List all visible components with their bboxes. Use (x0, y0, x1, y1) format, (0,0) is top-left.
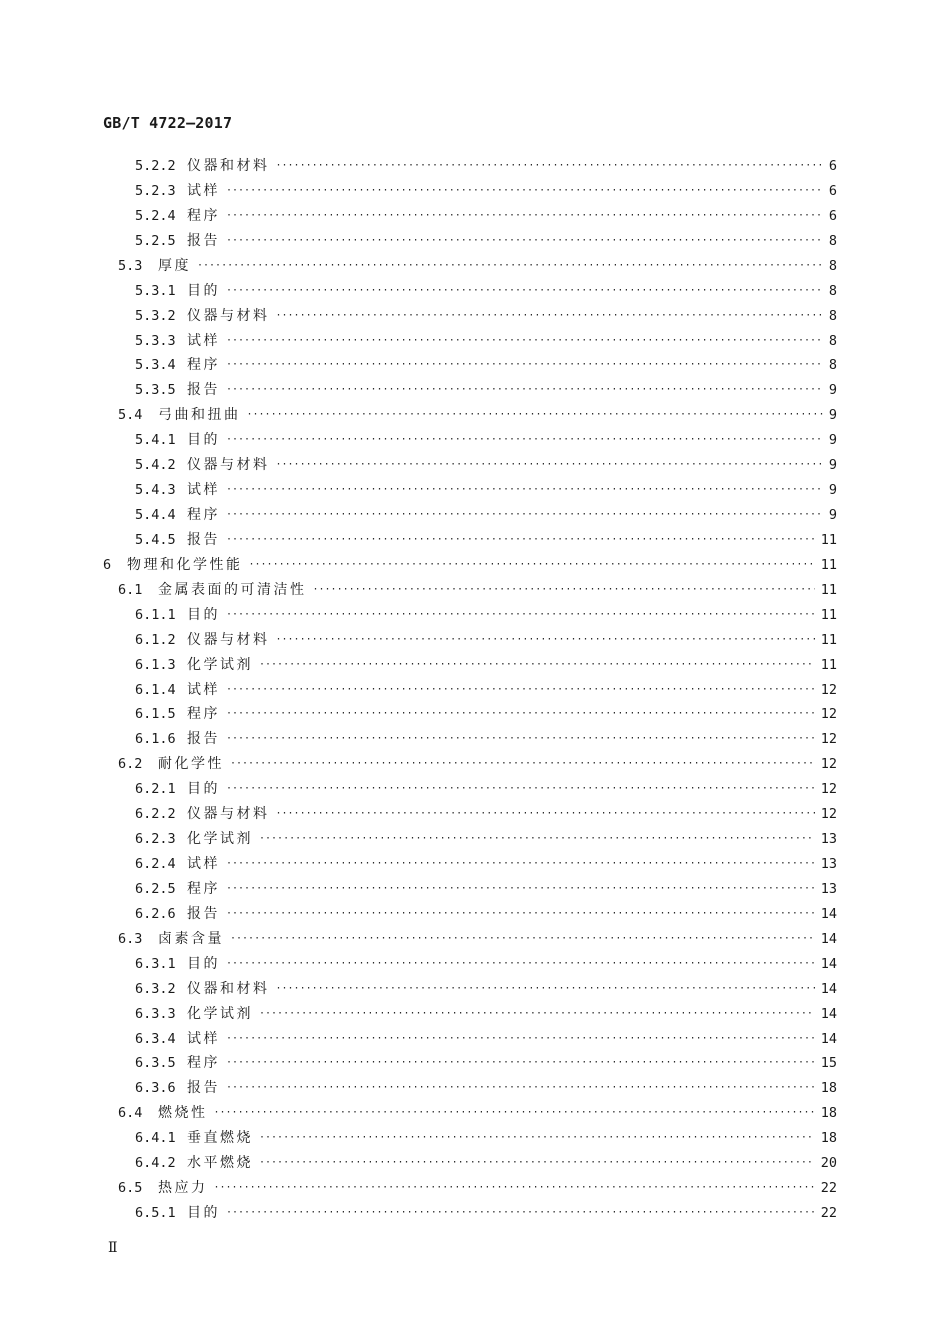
toc-entry-number: 5.4.2 (135, 457, 176, 474)
toc-entry-title: 燃烧性 (158, 1105, 208, 1122)
toc-entry[interactable] (135, 154, 837, 178)
toc-entry-page-number: 9 (828, 507, 837, 524)
toc-entry-number: 5.4.5 (135, 531, 176, 548)
toc-entry[interactable] (118, 578, 837, 602)
toc-entry-leader-dots (226, 179, 823, 203)
toc-entry-title: 试样 (187, 1030, 220, 1047)
toc-entry-number: 6.1.5 (135, 706, 176, 723)
toc-entry-number: 5.3.2 (135, 307, 176, 324)
toc-entry-leader-dots (313, 578, 815, 602)
toc-entry-page-number: 18 (820, 1080, 837, 1097)
toc-entry-title: 目的 (187, 282, 220, 299)
toc-entry-leader-dots (226, 902, 815, 926)
toc-entry-number: 5.3.4 (135, 357, 176, 374)
toc-entry[interactable] (135, 952, 837, 976)
toc-entry[interactable] (135, 1027, 837, 1051)
toc-entry-number: 5.4 (118, 407, 143, 424)
toc-entry[interactable] (135, 204, 837, 228)
toc-entry-leader-dots (226, 852, 815, 876)
toc-entry-page-number: 9 (828, 382, 837, 399)
toc-entry[interactable] (118, 403, 837, 427)
toc-entry-leader-dots (226, 279, 823, 303)
toc-entry-leader-dots (226, 229, 823, 253)
toc-entry-title: 水平燃烧 (187, 1155, 253, 1172)
toc-entry-page-number: 11 (820, 581, 837, 598)
toc-entry-number: 5.2.2 (135, 158, 176, 174)
toc-entry-number: 6.3.4 (135, 1030, 176, 1047)
toc-entry-leader-dots (226, 204, 823, 228)
toc-entry[interactable] (118, 254, 837, 278)
toc-entry-title: 金属表面的可清洁性 (158, 581, 307, 598)
toc-entry-number: 5.2.5 (135, 232, 176, 249)
toc-entry[interactable] (135, 229, 837, 253)
toc-entry-page-number: 6 (828, 207, 837, 224)
toc-entry-leader-dots (247, 403, 823, 427)
toc-entry-leader-dots (226, 329, 823, 353)
toc-entry-leader-dots (214, 1176, 815, 1200)
toc-entry[interactable] (135, 653, 837, 677)
toc-entry-title: 目的 (187, 955, 220, 972)
toc-entry-page-number: 11 (820, 556, 837, 573)
toc-entry-title: 试样 (187, 182, 220, 199)
toc-entry-page-number: 9 (828, 482, 837, 499)
toc-entry-title: 报告 (187, 731, 220, 748)
toc-entry-leader-dots (276, 304, 823, 328)
toc-entry[interactable] (118, 927, 837, 951)
toc-entry[interactable] (135, 902, 837, 926)
toc-entry-page-number: 6 (828, 158, 837, 174)
toc-entry-title: 化学试剂 (187, 656, 253, 673)
toc-entry-leader-dots (230, 927, 815, 951)
toc-entry-title: 试样 (187, 482, 220, 499)
toc-entry-leader-dots (276, 802, 815, 826)
toc-entry-number: 6.2.2 (135, 806, 176, 823)
toc-entry-title: 化学试剂 (187, 831, 253, 848)
toc-entry-number: 6.1.2 (135, 631, 176, 648)
toc-entry[interactable] (118, 1176, 837, 1200)
toc-entry-number: 6.2.6 (135, 905, 176, 922)
toc-entry-number: 6.5.1 (135, 1205, 176, 1222)
toc-entry-page-number: 12 (820, 681, 837, 698)
toc-entry[interactable] (135, 304, 837, 328)
toc-entry-leader-dots (259, 1151, 815, 1175)
toc-entry-page-number: 8 (828, 332, 837, 349)
toc-entry-title: 报告 (187, 1080, 220, 1097)
toc-entry-number: 5.3.3 (135, 332, 176, 349)
toc-entry-title: 仪器和材料 (187, 980, 270, 997)
toc-entry-number: 5.2.3 (135, 182, 176, 199)
toc-entry-title: 报告 (187, 531, 220, 548)
toc-entry-page-number: 8 (828, 282, 837, 299)
toc-entry-title: 厚度 (158, 257, 191, 274)
toc-entry-number: 6.1.3 (135, 656, 176, 673)
toc-entry-leader-dots (226, 952, 815, 976)
toc-entry-page-number: 9 (828, 432, 837, 449)
toc-entry-title: 程序 (187, 1055, 220, 1072)
toc-entry-page-number: 14 (820, 930, 837, 947)
toc-entry-page-number: 14 (820, 980, 837, 997)
toc-entry[interactable] (135, 478, 837, 502)
toc-entry[interactable] (135, 503, 837, 527)
toc-entry[interactable] (135, 329, 837, 353)
toc-entry-page-number: 8 (828, 232, 837, 249)
document-header-id: GB/T 4722—2017 (103, 114, 233, 132)
toc-entry-leader-dots (226, 528, 815, 552)
toc-entry-leader-dots (226, 678, 815, 702)
toc-entry-page-number: 13 (820, 880, 837, 897)
toc-entry-number: 5.2.4 (135, 207, 176, 224)
toc-entry-title: 试样 (187, 856, 220, 873)
toc-entry[interactable] (135, 528, 837, 552)
toc-entry-leader-dots (226, 777, 815, 801)
toc-entry-number: 6.2.3 (135, 831, 176, 848)
toc-entry-leader-dots (226, 1201, 815, 1225)
toc-entry[interactable] (135, 1151, 837, 1175)
toc-entry[interactable] (135, 603, 837, 627)
toc-entry-number: 5.3.5 (135, 382, 176, 399)
toc-entry-title: 目的 (187, 606, 220, 623)
toc-entry-title: 仪器与材料 (187, 307, 270, 324)
toc-entry-number: 5.3.1 (135, 282, 176, 299)
toc-entry-page-number: 20 (820, 1155, 837, 1172)
toc-entry-title: 热应力 (158, 1180, 208, 1197)
toc-entry-leader-dots (259, 827, 815, 851)
toc-entry-title: 程序 (187, 507, 220, 524)
toc-entry[interactable] (135, 702, 837, 726)
toc-entry[interactable] (118, 752, 837, 776)
toc-entry-page-number: 6 (828, 182, 837, 199)
toc-entry-number: 6.1.4 (135, 681, 176, 698)
toc-entry-title: 程序 (187, 207, 220, 224)
toc-entry-page-number: 11 (820, 631, 837, 648)
toc-entry-title: 仪器与材料 (187, 457, 270, 474)
toc-entry-page-number: 18 (820, 1105, 837, 1122)
toc-entry-title: 程序 (187, 706, 220, 723)
toc-entry-leader-dots (226, 1027, 815, 1051)
toc-entry-page-number: 22 (820, 1205, 837, 1222)
page-number-roman: Ⅱ (108, 1240, 118, 1256)
toc-entry-number: 6.3.1 (135, 955, 176, 972)
toc-entry-page-number: 8 (828, 257, 837, 274)
toc-entry-leader-dots (226, 1051, 815, 1075)
toc-entry[interactable] (135, 977, 837, 1001)
toc-entry-leader-dots (276, 453, 823, 477)
toc-entry[interactable] (135, 1076, 837, 1100)
toc-entry-leader-dots (259, 1002, 815, 1026)
toc-entry-page-number: 14 (820, 1030, 837, 1047)
toc-entry-title: 目的 (187, 432, 220, 449)
toc-entry-page-number: 11 (820, 656, 837, 673)
toc-entry-title: 目的 (187, 781, 220, 798)
toc-entry-page-number: 15 (820, 1055, 837, 1072)
toc-entry-page-number: 13 (820, 856, 837, 873)
toc-entry-number: 6.4.2 (135, 1155, 176, 1172)
toc-entry-page-number: 22 (820, 1180, 837, 1197)
toc-entry-page-number: 12 (820, 706, 837, 723)
toc-entry-title: 卤素含量 (158, 930, 224, 947)
toc-entry-number: 6.3.3 (135, 1005, 176, 1022)
toc-entry-page-number: 14 (820, 955, 837, 972)
toc-entry-leader-dots (214, 1101, 815, 1125)
toc-entry[interactable] (118, 1101, 837, 1125)
toc-entry-leader-dots (226, 727, 815, 751)
toc-entry-page-number: 8 (828, 307, 837, 324)
toc-entry[interactable] (135, 852, 837, 876)
toc-entry-page-number: 18 (820, 1130, 837, 1147)
toc-entry-title: 物理和化学性能 (127, 556, 243, 573)
toc-entry-leader-dots (276, 154, 823, 178)
toc-entry-leader-dots (226, 603, 815, 627)
toc-entry-leader-dots (259, 1126, 815, 1150)
toc-entry[interactable] (135, 628, 837, 652)
toc-entry-page-number: 8 (828, 357, 837, 374)
toc-entry-number: 6.3.2 (135, 980, 176, 997)
toc-entry-number: 6.4 (118, 1105, 143, 1122)
toc-entry-title: 报告 (187, 382, 220, 399)
toc-entry[interactable] (135, 428, 837, 452)
toc-entry-number: 5.4.4 (135, 507, 176, 524)
toc-entry-page-number: 12 (820, 781, 837, 798)
toc-entry-leader-dots (226, 478, 823, 502)
toc-entry-leader-dots (230, 752, 815, 776)
toc-entry-number: 6.1 (118, 581, 143, 598)
toc-entry-leader-dots (226, 378, 823, 402)
toc-entry[interactable] (135, 877, 837, 901)
toc-entry-number: 6.2 (118, 756, 143, 773)
toc-entry-leader-dots (259, 653, 815, 677)
toc-entry-leader-dots (276, 977, 815, 1001)
toc-entry-page-number: 14 (820, 905, 837, 922)
toc-entry-leader-dots (226, 428, 823, 452)
toc-entry[interactable] (135, 727, 837, 751)
toc-entry-leader-dots (276, 628, 815, 652)
toc-entry-page-number: 12 (820, 756, 837, 773)
toc-entry-page-number: 11 (820, 531, 837, 548)
toc-entry-number: 5.4.1 (135, 432, 176, 449)
toc-entry-leader-dots (197, 254, 823, 278)
toc-entry-title: 试样 (187, 332, 220, 349)
toc-entry-title: 垂直燃烧 (187, 1130, 253, 1147)
toc-entry[interactable] (135, 1201, 837, 1225)
toc-entry[interactable] (135, 802, 837, 826)
toc-entry-page-number: 12 (820, 731, 837, 748)
toc-entry-title: 仪器与材料 (187, 806, 270, 823)
toc-entry-page-number: 9 (828, 457, 837, 474)
toc-entry[interactable] (135, 1126, 837, 1150)
toc-entry-number: 6.4.1 (135, 1130, 176, 1147)
toc-entry-number: 6.1.1 (135, 606, 176, 623)
toc-entry-title: 程序 (187, 880, 220, 897)
toc-entry-leader-dots (226, 702, 815, 726)
toc-entry[interactable] (135, 453, 837, 477)
toc-entry-number: 6.2.1 (135, 781, 176, 798)
toc-entry-leader-dots (226, 353, 823, 377)
toc-entry-number: 6.3.6 (135, 1080, 176, 1097)
toc-entry[interactable] (135, 279, 837, 303)
toc-entry[interactable] (135, 1051, 837, 1075)
toc-entry[interactable] (135, 378, 837, 402)
toc-entry[interactable] (135, 179, 837, 203)
toc-entry-page-number: 13 (820, 831, 837, 848)
toc-entry-number: 5.3 (118, 257, 143, 274)
toc-entry-number: 6.1.6 (135, 731, 176, 748)
toc-entry-title: 仪器与材料 (187, 631, 270, 648)
toc-entry[interactable] (135, 353, 837, 377)
toc-entry-title: 程序 (187, 357, 220, 374)
toc-entry-title: 仪器和材料 (187, 158, 270, 174)
toc-entry-number: 6.2.5 (135, 880, 176, 897)
toc-entry-title: 试样 (187, 681, 220, 698)
toc-entry-title: 弓曲和扭曲 (158, 407, 241, 424)
toc-entry-number: 6.2.4 (135, 856, 176, 873)
toc-entry-number: 5.4.3 (135, 482, 176, 499)
toc-entry[interactable] (135, 678, 837, 702)
toc-entry-page-number: 11 (820, 606, 837, 623)
toc-entry-number: 6 (103, 556, 112, 573)
toc-entry-page-number: 12 (820, 806, 837, 823)
toc-entry-title: 报告 (187, 232, 220, 249)
toc-entry-page-number: 9 (828, 407, 837, 424)
toc-entry-title: 目的 (187, 1205, 220, 1222)
toc-entry[interactable] (135, 1002, 837, 1026)
toc-entry[interactable] (135, 777, 837, 801)
toc-entry-title: 报告 (187, 905, 220, 922)
toc-entry-title: 化学试剂 (187, 1005, 253, 1022)
toc-entry[interactable] (135, 827, 837, 851)
toc-entry-number: 6.5 (118, 1180, 143, 1197)
toc-entry-leader-dots (226, 877, 815, 901)
toc-entry-number: 6.3.5 (135, 1055, 176, 1072)
toc-entry[interactable] (103, 553, 837, 577)
toc-entry-leader-dots (226, 1076, 815, 1100)
toc-entry-title: 耐化学性 (158, 756, 224, 773)
toc-entry-leader-dots (249, 553, 815, 577)
toc-entry-leader-dots (226, 503, 823, 527)
toc-entry-page-number: 14 (820, 1005, 837, 1022)
toc-entry-number: 6.3 (118, 930, 143, 947)
